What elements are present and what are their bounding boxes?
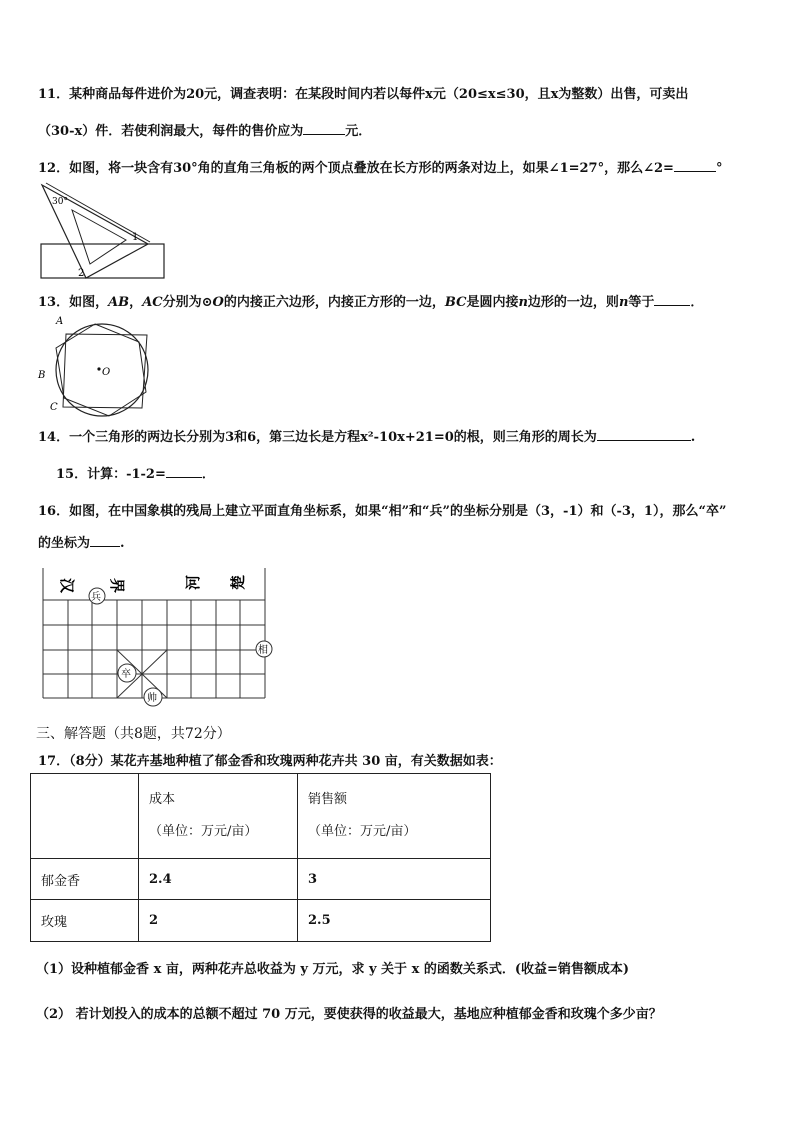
table-header-row (31, 774, 491, 859)
q14-text (38, 426, 695, 445)
q11-line2-text: （30-x）件．若使利润最大，每件的售价应为 (38, 124, 304, 139)
q17-part2: （2） 若计划投入的成本的总额不超过 70 万元，要使获得的收益最大，基地应种植郁金香和玫瑰个多少亩？ (36, 1007, 662, 1022)
angle-2-label: 2 (78, 268, 85, 279)
q13-text-d: 是圆内接 (466, 295, 519, 310)
q14-text-main: 14．一个三角形的两边长分别为3和6，第三边长是方程x²-10x+21=0的根，则三角形的周长为 (38, 430, 597, 445)
q13-o: O (212, 295, 224, 310)
piece-bing (89, 588, 105, 604)
set-square-inner (72, 210, 126, 264)
q16-period: . (120, 536, 125, 551)
river-label-chu: 楚 (229, 574, 247, 590)
q16-line2-text: 的坐标为 (38, 536, 91, 551)
point-b-label: B (38, 370, 46, 381)
row-sales: 3 (298, 859, 491, 900)
river-label-han: 汉 (58, 578, 76, 594)
q13-text (38, 291, 703, 310)
q11-line2-unit: 元． (345, 124, 372, 139)
angle-1-label: 1 (132, 232, 139, 243)
answer-blank (597, 428, 691, 441)
row-sales: 2.5 (298, 900, 491, 942)
point-c-label: C (50, 402, 58, 413)
row-cost: 2.4 (139, 859, 298, 900)
q13-text-b: 分别为⊙ (162, 295, 213, 310)
svg-text:相: 相 (258, 645, 268, 656)
q13-ab: AB (108, 295, 130, 310)
circle-polygon-figure (36, 312, 156, 417)
q15-text-main: 15．计算：-1-2= (56, 467, 166, 482)
rectangle-shape (41, 244, 164, 278)
q12-text-main: 12．如图，将一块含有30°角的直角三角板的两个顶点叠放在长方形的两条对边上，如果∠1=27°，那么∠2= (38, 161, 674, 176)
center-point (97, 367, 100, 370)
table-header-cost (139, 774, 298, 859)
header-cost-unit: （单位：万元/亩） (149, 824, 258, 839)
answer-blank (90, 534, 120, 547)
q12-degree: ° (715, 161, 723, 176)
river-label-he: 河 (184, 574, 202, 590)
q17-intro: 17．（8分）某花卉基地种植了郁金香和玫瑰两种花卉共 30 亩，有关数据如表： (38, 754, 502, 769)
q13-text-g: ． (690, 295, 704, 310)
q13-n: n (518, 295, 528, 310)
header-sales-unit: （单位：万元/亩） (308, 824, 417, 839)
answer-blank (166, 465, 202, 478)
point-o-label: O (102, 367, 111, 378)
q13-ac: AC (142, 295, 163, 310)
row-name: 玫瑰 (31, 900, 139, 942)
header-cost-label: 成本 (149, 792, 176, 807)
q15-text (56, 463, 215, 482)
table-header-sales (298, 774, 491, 859)
piece-shuai (144, 688, 162, 706)
q13-bc: BC (444, 295, 467, 310)
point-a-label: A (56, 316, 64, 327)
q13-text-e: 边形的一边，则 (527, 295, 619, 310)
row-name: 郁金香 (31, 859, 139, 900)
q14-period: . (690, 430, 696, 445)
table-row (31, 859, 491, 900)
q16-line2 (38, 532, 125, 551)
q13-text-f: 等于 (628, 295, 655, 310)
table-row (31, 900, 491, 942)
answer-blank (674, 159, 716, 172)
q17-part1: （1）设种植郁金香 x 亩，两种花卉总收益为 y 万元，求 y 关于 x 的函数关系式．(收益=销售额成本) (36, 962, 630, 977)
q13-text-a: 13．如图， (38, 295, 109, 310)
table-header-empty (31, 774, 139, 859)
piece-xiang (256, 641, 272, 657)
data-table (30, 773, 491, 942)
section-heading: 三、解答题（共8题，共72分） (36, 726, 231, 742)
chess-board-figure (40, 568, 280, 708)
q11-line1: 11．某种商品每件进价为20元，调查表明：在某段时间内若以每件x元（20≤x≤30，且x为整数）出售，可卖出 (38, 87, 689, 102)
angle-30-label: 30° (52, 197, 68, 207)
answer-blank (654, 293, 690, 306)
q12-text (38, 157, 722, 176)
river-label-jie: 界 (108, 578, 126, 594)
header-sales-label: 销售额 (308, 792, 348, 807)
svg-text:兵: 兵 (91, 592, 101, 603)
svg-text:卒: 卒 (121, 669, 131, 680)
q16-line1: 16．如图，在中国象棋的残局上建立平面直角坐标系，如果“相”和“兵”的坐标分别是（3，-1）和（-3，1），那么“卒” (38, 504, 727, 519)
q11-line2 (38, 120, 371, 139)
q13-comma: ， (129, 295, 143, 310)
triangle-ruler-figure (38, 180, 168, 280)
q15-period: ． (201, 467, 215, 482)
row-cost: 2 (139, 900, 298, 942)
piece-zu (118, 664, 136, 682)
q13-text-c: 的内接正六边形，内接正方形的一边， (223, 295, 445, 310)
answer-blank (303, 122, 345, 135)
svg-text:帅: 帅 (147, 693, 157, 704)
q13-n2: n (618, 295, 629, 310)
